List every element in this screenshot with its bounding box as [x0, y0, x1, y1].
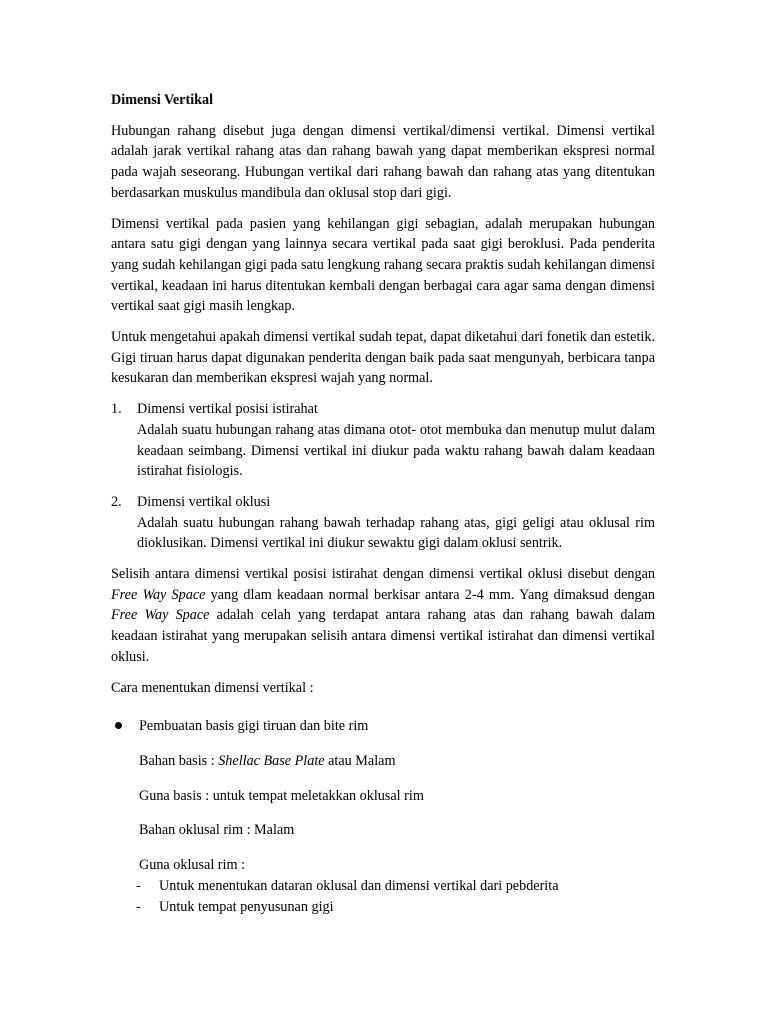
line-guna-basis: Guna basis : untuk tempat meletakkan oklusal rim: [139, 787, 424, 804]
bullet-dot-icon: [115, 722, 122, 729]
term-shellac-base-plate: Shellac Base Plate: [218, 752, 325, 769]
paragraph-free-way-space: [111, 564, 655, 668]
numbered-item-occlusion: [111, 492, 655, 554]
dash-item-text: Untuk tempat penyusunan gigi: [159, 898, 334, 915]
text-span: yang dlam keadaan normal berkisar antara 2-4 mm. Yang dimaksud dengan: [205, 586, 655, 603]
dash-marker: -: [136, 877, 141, 894]
dash-item-text: Untuk menentukan dataran oklusal dan dimensi vertikal dari pebderita: [159, 877, 559, 894]
bullet-label: Pembuatan basis gigi tiruan dan bite rim: [139, 718, 369, 735]
paragraph-partial-edentulous: Dimensi vertikal pada pasien yang kehilangan gigi sebagian, adalah merupakan hubungan antara satu gigi dengan yang lainnya secara vertikal pada saat gigi beroklusi. Pada penderita yang sudah kehilangan gigi pada satu lengkung rahang secara praktis sudah kehilangan dimensi vertikal, keadaan ini harus ditentukan kembali dengan berbagai cara agar sama dengan dimensi vertikal saat gigi masih lengkap.: [111, 215, 655, 315]
list-item: [111, 897, 655, 918]
paragraph-definition: Hubungan rahang disebut juga dengan dimensi vertikal/dimensi vertikal. Dimensi vertikal adalah jarak vertikal rahang atas dan rahang bawah yang dapat memberikan ekspresi normal pada wajah seseorang. Hubungan vertikal dari rahang bawah dan rahang atas yang ditentukan berdasarkan muskulus mandibula dan oklusal stop dari gigi.: [111, 122, 655, 201]
text-span: Bahan basis :: [139, 752, 219, 769]
document-title: Dimensi Vertikal: [111, 92, 214, 108]
bullet-item-base-and-bite-rim: [111, 716, 655, 737]
numbered-item-title: Dimensi vertikal posisi istirahat: [137, 401, 318, 418]
text-span: adalah celah yang terdapat antara rahang atas dan rahang bawah dalam keadaan istirahat yang merupakan selisih antara dimensi vertikal istirahat dan dimensi vertikal oklusi.: [111, 607, 655, 665]
term-free-way-space: Free Way Space: [111, 586, 206, 603]
document-content: [111, 90, 655, 917]
numbered-item-body: Adalah suatu hubungan rahang atas dimana otot- otot membuka dan menutup mulut dalam keadaan seimbang. Dimensi vertikal ini diukur pada waktu rahang bawah dalam keadaan istirahat fisiologis.: [137, 421, 655, 480]
line-guna-oklusal: Guna oklusal rim :: [139, 857, 245, 874]
numbered-item-body: Adalah suatu hubungan rahang bawah terhadap rahang atas, gigi geligi atau oklusal rim dioklusikan. Dimensi vertikal ini diukur sewaktu gigi dalam oklusi sentrik.: [137, 514, 655, 552]
paragraph-verification: Untuk mengetahui apakah dimensi vertikal sudah tepat, dapat diketahui dari fonetik dan estetik. Gigi tiruan harus dapat digunakan penderita dengan baik pada saat mengunyah, berbicara tanpa kesukaran dan memberikan ekspresi wajah yang normal.: [111, 329, 655, 387]
text-span: atau Malam: [324, 752, 396, 769]
line-bahan-basis: [111, 751, 655, 772]
dash-list: [111, 876, 655, 917]
paragraph-methods-heading: Cara menentukan dimensi vertikal :: [111, 679, 314, 696]
dash-marker: -: [136, 898, 141, 915]
list-number: 1.: [111, 401, 122, 418]
numbered-item-rest-position: [111, 399, 655, 482]
line-bahan-oklusal: Bahan oklusal rim : Malam: [139, 822, 295, 839]
numbered-item-title: Dimensi vertikal oklusi: [137, 493, 271, 510]
list-item: [111, 876, 655, 897]
list-number: 2.: [111, 493, 122, 510]
term-free-way-space: Free Way Space: [111, 607, 210, 624]
text-span: Selisih antara dimensi vertikal posisi istirahat dengan dimensi vertikal oklusi disebut dengan: [111, 566, 655, 583]
